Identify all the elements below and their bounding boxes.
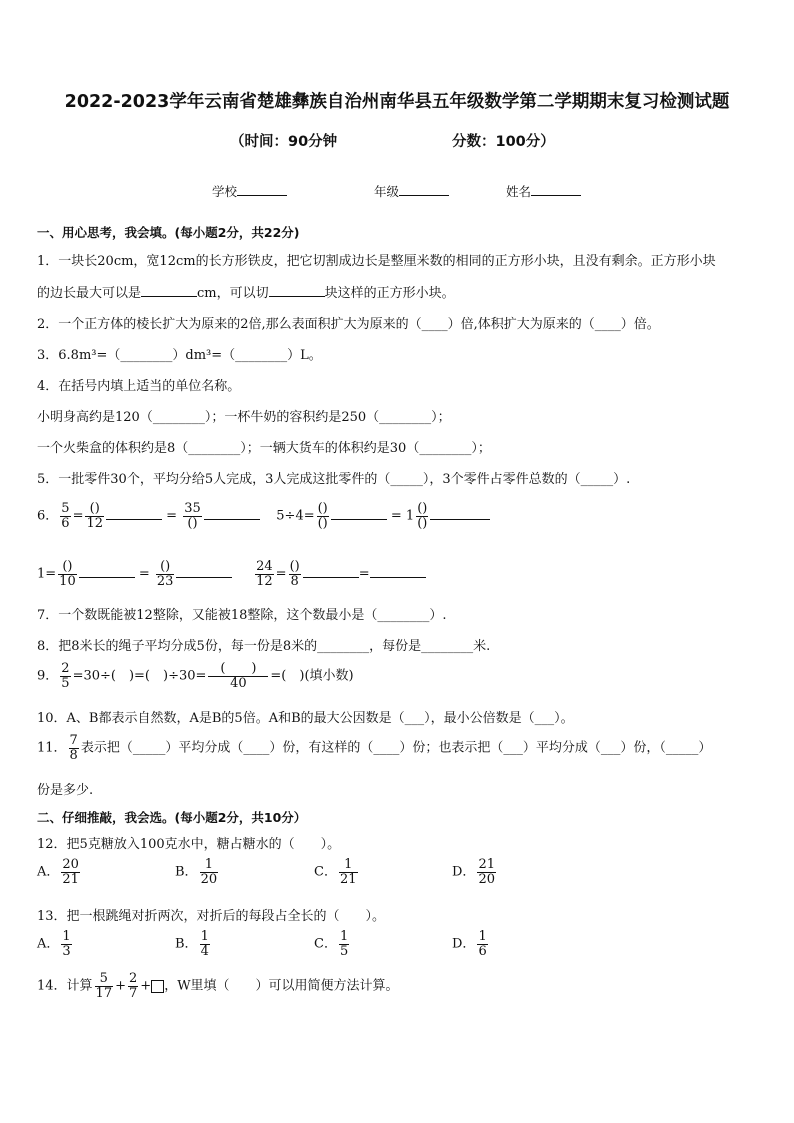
fraction: $\frac{5}{6}$ [61,501,70,531]
fraction: $\frac{()}{10}$ [59,559,76,589]
name-blank[interactable] [531,184,581,196]
score-label: 分数：100分） [452,134,555,150]
answer-blank[interactable] [176,565,232,578]
answer-blank[interactable] [303,565,359,578]
fraction: $\frac{2}{5}$ [61,661,70,691]
question-11-line-2: 份是多少. [37,783,94,798]
question-13: 13．把一根跳绳对折两次，对折后的每段占全长的（ ）。 [37,909,386,924]
fraction: $\frac{()}{12}$ [86,501,104,531]
answer-blank[interactable] [331,507,387,520]
grade-field [374,182,449,200]
question-4: 4．在括号内填上适当的单位名称。 [37,379,241,394]
fraction: $\frac{( )}{40}$ [208,662,268,690]
question-6-row-2: 1= $\frac{()}{10}$ = $\frac{()}{23}$ $\frac{24}{12}$ = $\frac{()}{8}$ = [37,560,426,588]
option-b[interactable]: B． $\frac{1}{20}$ [175,857,218,887]
fraction: $\frac{5}{17}$ [95,971,113,1001]
answer-blank[interactable] [79,565,135,578]
fraction: $\frac{2}{7}$ [129,971,138,1001]
section-heading-2: 二、仔细推敲，我会选。(每小题2分，共10分） [37,810,307,825]
exam-title: 2022-2023学年云南省楚雄彝族自治州南华县五年级数学第二学期期末复习检测试题 [64,92,730,112]
school-blank[interactable] [237,184,287,196]
question-1-line-2: 的边长最大可以是 cm，可以切 块这样的正方形小块。 [37,286,455,301]
school-field [212,182,287,200]
question-3: 3．6.8m³=（________）dm³=（________）L。 [37,348,322,363]
name-label: 姓名 [506,184,532,199]
fraction: $\frac{()}{8}$ [289,559,300,589]
question-4-b: 一个火柴盒的体积约是8（________）；一辆大货车的体积约是30（________）； [37,441,491,456]
option-d[interactable]: D． $\frac{1}{6}$ [452,929,487,959]
question-10: 10．A、B都表示自然数，A是B的5倍。A和B的最大公因数是（___），最小公倍数是（___）。 [37,711,574,726]
question-11: 11． $\frac{7}{8}$ 表示把（_____）平均分成（____）份，有这样的（____）份；也表示把（___）平均分成（___）份，（_____） [37,733,712,763]
fraction: $\frac{7}{8}$ [69,733,78,763]
answer-blank[interactable] [370,565,426,578]
fraction: $\frac{()}{23}$ [156,559,174,589]
fraction: $\frac{24}{12}$ [256,559,273,589]
answer-blank[interactable] [430,507,490,520]
option-c[interactable]: C． $\frac{1}{5}$ [314,929,349,959]
question-8: 8．把8米长的绳子平均分成5份，每一份是8米的________，每份是________米. [37,639,491,654]
answer-blank[interactable] [141,284,197,297]
grade-blank[interactable] [399,184,449,196]
fraction: $\frac{35}{()}$ [184,501,201,531]
time-label: （时间：90分钟 [230,134,338,150]
question-7: 7．一个数既能被12整除，又能被18整除，这个数最小是（________）. [37,608,447,623]
question-4-a: 小明身高约是120（________）；一杯牛奶的容积约是250（________）； [37,410,451,425]
question-6-row-1: 6． $\frac{5}{6}$ = $\frac{()}{12}$ = $\frac{35}{()}$ 5÷4= $\frac{()}{()}$ = 1 $\frac{()}{()}$ [37,502,490,530]
answer-blank[interactable] [204,507,260,520]
square-box-icon[interactable] [151,980,164,993]
answer-blank[interactable] [269,284,325,297]
option-a[interactable]: A． $\frac{1}{3}$ [37,929,71,959]
question-1-line-1: 1．一块长20cm，宽12cm的长方形铁皮，把它切割成边长是整厘米数的相同的正方形小块，且没有剩余。正方形小块 [37,254,716,269]
answer-blank[interactable] [106,507,162,520]
option-d[interactable]: D． $\frac{21}{20}$ [452,857,495,887]
question-14: 14．计算 $\frac{5}{17}$ + $\frac{2}{7}$ + ，W里填（ ）可以用简便方法计算。 [37,971,399,1001]
option-b[interactable]: B． $\frac{1}{4}$ [175,929,209,959]
option-a[interactable]: A． $\frac{20}{21}$ [37,857,79,887]
fraction: $\frac{()}{()}$ [317,501,328,531]
question-12: 12．把5克糖放入100克水中，糖占糖水的（ ）。 [37,837,341,852]
name-field [506,182,581,200]
grade-label: 年级 [374,184,400,199]
question-2: 2．一个正方体的棱长扩大为原来的2倍,那么表面积扩大为原来的（____）倍,体积扩大为原来的（____）倍。 [37,317,660,332]
option-c[interactable]: C． $\frac{1}{21}$ [314,857,357,887]
school-label: 学校 [212,184,238,199]
question-5: 5．一批零件30个，平均分给5人完成，3人完成这批零件的（_____），3个零件占零件总数的（_____）. [37,472,631,487]
section-heading-1: 一、用心思考，我会填。(每小题2分，共22分) [37,225,300,240]
question-9: 9． $\frac{2}{5}$ =30÷( )=( )÷30= $\frac{( )}{40}$ =( )(填小数) [37,661,354,691]
fraction: $\frac{()}{()}$ [417,501,428,531]
